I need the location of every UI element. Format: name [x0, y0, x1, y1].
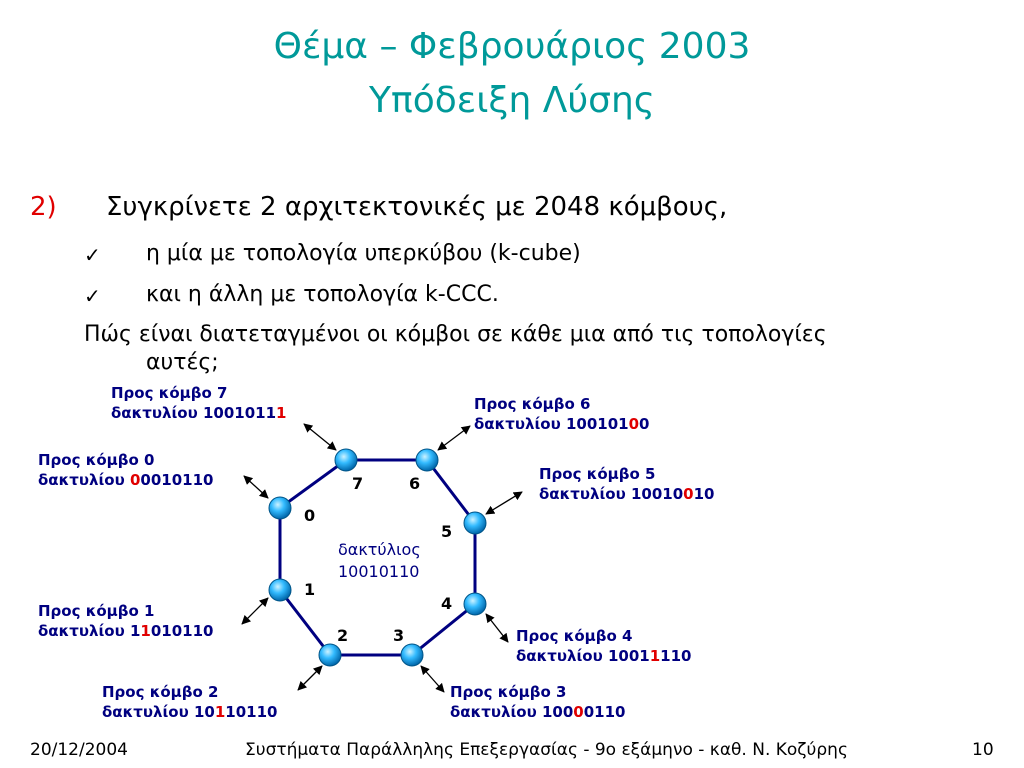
connection-label-node0 — [38, 450, 213, 490]
connection-title: Προς κόμβο 2 — [102, 683, 219, 701]
footer-date: 20/12/2004 — [30, 740, 128, 760]
connection-address: δακτυλίου 10000110 — [450, 703, 626, 721]
connection-address: δακτυλίου 11010110 — [38, 622, 214, 640]
follow-question-line2: αυτές; — [146, 350, 219, 375]
ring-node-3 — [401, 644, 423, 666]
node-number-3: 3 — [393, 626, 405, 645]
node-number-7: 7 — [352, 474, 364, 493]
connection-label-node5 — [539, 464, 714, 504]
link-arrow-node5 — [486, 492, 522, 514]
ring-center-label-line1: δακτύλιος — [338, 540, 421, 559]
link-arrow-node0 — [244, 476, 268, 498]
ring-node-7 — [335, 449, 357, 471]
follow-question-line1: Πώς είναι διατεταγμένοι οι κόμβοι σε κάθε μια από τις τοπολογίες — [84, 322, 827, 347]
ring-node-2 — [319, 644, 341, 666]
node-number-0: 0 — [304, 506, 316, 525]
link-arrow-node1 — [242, 598, 268, 624]
link-arrow-node4 — [486, 614, 508, 642]
question-text: Συγκρίνετε 2 αρχιτεκτονικές με 2048 κόμβους, — [106, 192, 728, 222]
slide-title-line2: Υπόδειξη Λύσης — [369, 80, 655, 121]
connection-title: Προς κόμβο 1 — [38, 602, 155, 620]
link-arrow-node3 — [421, 666, 444, 692]
footer-course: Συστήματα Παράλληλης Επεξεργασίας - 9ο εξάμηνο - καθ. Ν. Κοζύρης — [245, 740, 848, 760]
connection-address: δακτυλίου 10010100 — [474, 415, 650, 433]
connection-address: δακτυλίου 10011110 — [516, 647, 692, 665]
connection-address: δακτυλίου 10110110 — [102, 703, 278, 721]
ring-node-0 — [269, 497, 291, 519]
node-number-1: 1 — [304, 580, 316, 599]
connection-title: Προς κόμβο 0 — [38, 451, 155, 469]
connection-label-node7 — [111, 383, 286, 423]
ring-node-6 — [416, 449, 438, 471]
connection-address: δακτυλίου 10010111 — [111, 404, 287, 422]
ring-node-1 — [269, 579, 291, 601]
node-number-6: 6 — [409, 474, 421, 493]
check-icon: ✓ — [84, 284, 101, 308]
bullet-kcube: η μία με τοπολογία υπερκύβου (k-cube) — [146, 241, 581, 266]
ring-node-5 — [464, 512, 486, 534]
connection-title: Προς κόμβο 7 — [111, 384, 228, 402]
node-number-2: 2 — [337, 626, 349, 645]
ring-node-4 — [464, 593, 486, 615]
connection-label-node6 — [474, 394, 649, 434]
ring-center-label-line2: 10010110 — [338, 562, 420, 581]
connection-title: Προς κόμβο 6 — [474, 395, 591, 413]
connection-title: Προς κόμβο 5 — [539, 465, 656, 483]
connection-label-node4 — [516, 626, 691, 666]
connection-label-node1 — [38, 601, 213, 641]
bullet-kccc: και η άλλη με τοπολογία k-CCC. — [146, 282, 499, 307]
check-icon: ✓ — [84, 243, 101, 267]
connection-label-node2 — [102, 682, 277, 722]
node-number-5: 5 — [441, 522, 453, 541]
link-arrow-node2 — [298, 666, 322, 690]
connection-address: δακτυλίου 10010010 — [539, 485, 715, 503]
connection-label-node3 — [450, 682, 625, 722]
footer-page-number: 10 — [972, 740, 994, 760]
slide-title-line1: Θέμα – Φεβρουάριος 2003 — [273, 26, 751, 67]
link-arrow-node6 — [438, 426, 470, 450]
link-arrow-node7 — [304, 424, 336, 450]
connection-title: Προς κόμβο 4 — [516, 627, 633, 645]
question-number: 2) — [30, 192, 57, 222]
node-number-4: 4 — [441, 594, 453, 613]
connection-address: δακτυλίου 00010110 — [38, 471, 214, 489]
connection-title: Προς κόμβο 3 — [450, 683, 567, 701]
